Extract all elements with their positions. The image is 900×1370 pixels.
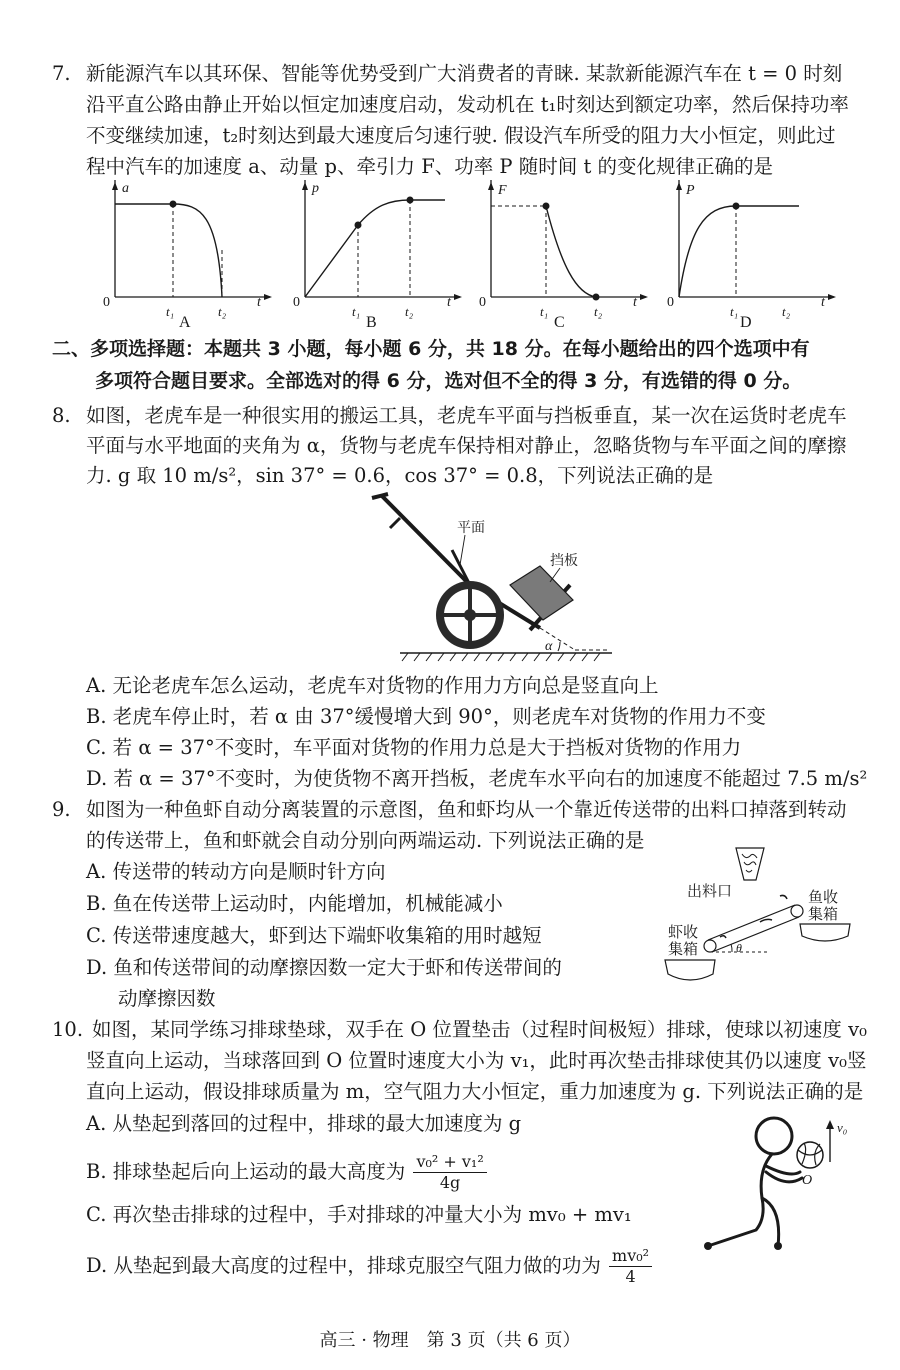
- graph-c-origin: 0: [479, 295, 486, 310]
- q10-option-b-text: B. 排球垫起后向上运动的最大高度为: [86, 1160, 406, 1183]
- q10-option-d: [86, 1246, 654, 1287]
- label-baffle: 挡板: [550, 554, 578, 569]
- graph-d-tlabel: t: [821, 295, 825, 310]
- q10-option-d-text: D. 从垫起到最大高度的过程中，排球克服空气阻力做的功为: [86, 1254, 601, 1277]
- label-plane: 平面: [457, 521, 485, 536]
- graph-c-tlabel: t: [633, 295, 637, 310]
- q10-option-b-numerator: v₀² + v₁²: [413, 1152, 486, 1173]
- q7-graph-a: [100, 180, 280, 330]
- q8-option-a: A. 无论老虎车怎么运动，老虎车对货物的作用力方向总是竖直向上: [86, 674, 659, 697]
- q7-graph-c: [476, 180, 656, 330]
- graph-b-t2: t₂: [405, 304, 414, 319]
- q9-option-c: C. 传送带速度越大，虾到达下端虾收集箱的用时越短: [86, 924, 542, 947]
- q10-option-d-denominator: 4: [625, 1267, 636, 1286]
- label-fish-box-1: 鱼收: [808, 890, 839, 906]
- graph-d-ylabel: P: [686, 183, 695, 198]
- graph-d-t2: t₂: [782, 304, 791, 319]
- q10-stem-line-1: 如图，某同学练习排球垫球，双手在 O 位置垫击（过程时间极短）排球，使球以初速度 v₀: [92, 1018, 867, 1041]
- q7-stem-line-1: 新能源汽车以其环保、智能等优势受到广大消费者的青睐. 某款新能源汽车在 t = 0 时刻: [86, 62, 843, 85]
- q7-number: 7.: [52, 62, 71, 85]
- graph-b-tlabel: t: [447, 295, 451, 310]
- q7-stem-line-3: 不变继续加速，t₂时刻达到最大速度后匀速行驶. 假设汽车所受的阻力大小恒定，则此过: [86, 124, 836, 147]
- q10-option-b-fraction: [413, 1152, 486, 1193]
- section-2-heading-line-1: 二、多项选择题：本题共 3 小题，每小题 6 分，共 18 分。在每小题给出的四个选项中有: [52, 338, 810, 360]
- graph-d-t1: t₁: [730, 304, 739, 319]
- q9-conveyor-figure: [660, 840, 860, 995]
- option-b-label: B: [366, 314, 377, 331]
- option-a-label: A: [179, 314, 191, 331]
- section-2-heading-line-2: 多项符合题目要求。全部选对的得 6 分，选对但不全的得 3 分，有选错的得 0 分。: [95, 370, 802, 392]
- q10-option-d-numerator: mv₀²: [609, 1246, 652, 1267]
- label-shrimp-box-1: 虾收: [668, 925, 699, 941]
- graph-a-t1: t₁: [166, 304, 175, 319]
- label-angle: α: [545, 639, 553, 654]
- q9-option-b: B. 鱼在传送带上运动时，内能增加，机械能减小: [86, 892, 503, 915]
- graph-c-t2: t₂: [594, 304, 603, 319]
- q10-option-b-denominator: 4g: [439, 1173, 461, 1192]
- q7-stem-line-4: 程中汽车的加速度 a、动量 p、牵引力 F、功率 P 随时间 t 的变化规律正确的是: [86, 155, 773, 178]
- label-v0: v₀: [837, 1120, 848, 1135]
- option-d-label: D: [740, 314, 752, 331]
- graph-c-ylabel: F: [498, 183, 507, 198]
- q10-stem-line-3: 直向上运动，假设排球质量为 m，空气阻力大小恒定，重力加速度为 g. 下列说法正确的是: [86, 1080, 864, 1103]
- q8-stem-line-1: 如图，老虎车是一种很实用的搬运工具，老虎车平面与挡板垂直，某一次在运货时老虎车: [86, 404, 847, 427]
- q7-graph-b: [290, 180, 470, 330]
- graph-d-origin: 0: [667, 295, 674, 310]
- label-theta: θ: [736, 941, 742, 955]
- q10-option-d-fraction: [609, 1246, 652, 1287]
- q10-option-b: [86, 1152, 489, 1193]
- q9-option-d-continued: 动摩擦因数: [118, 987, 216, 1010]
- q8-number: 8.: [52, 404, 71, 427]
- q10-option-c: C. 再次垫击排球的过程中，手对排球的冲量大小为 mv₀ + mv₁: [86, 1203, 632, 1226]
- q9-stem-line-1: 如图为一种鱼虾自动分离装置的示意图，鱼和虾均从一个靠近传送带的出料口掉落到转动: [86, 798, 847, 821]
- q8-option-d: D. 若 α = 37°不变时，为使货物不离开挡板，老虎车水平向右的加速度不能超过 7.5 m/s²: [86, 767, 868, 790]
- graph-a-tlabel: t: [257, 295, 261, 310]
- q8-option-c: C. 若 α = 37°不变时，车平面对货物的作用力总是大于挡板对货物的作用力: [86, 736, 742, 759]
- q8-stem-line-2: 平面与水平地面的夹角为 α，货物与老虎车保持相对静止，忽略货物与车平面之间的摩擦: [86, 434, 847, 457]
- label-shrimp-box-2: 集箱: [668, 942, 699, 958]
- q7-graph-d: [664, 180, 844, 330]
- q9-number: 9.: [52, 798, 71, 821]
- q10-volleyball-figure: [690, 1110, 870, 1270]
- page-footer: 高三 · 物理 第 3 页（共 6 页）: [319, 1330, 581, 1351]
- q7-stem-line-2: 沿平直公路由静止开始以恒定加速度启动，发动机在 t₁时刻达到额定功率，然后保持功率: [86, 93, 849, 116]
- q10-stem-line-2: 竖直向上运动，当球落回到 O 位置时速度大小为 v₁，此时再次垫击排球使其仍以速度 v₀竖: [86, 1049, 867, 1072]
- graph-a-origin: 0: [103, 295, 110, 310]
- q8-option-b: B. 老虎车停止时，若 α 由 37°缓慢增大到 90°，则老虎车对货物的作用力不变: [86, 705, 766, 728]
- graph-b-t1: t₁: [352, 304, 361, 319]
- graph-a-ylabel: a: [122, 181, 129, 196]
- q8-stem-line-3: 力. g 取 10 m/s²，sin 37° = 0.6，cos 37° = 0.8，下列说法正确的是: [86, 464, 714, 487]
- q8-hand-truck-figure: [360, 490, 620, 665]
- label-outlet: 出料口: [687, 884, 733, 900]
- q9-option-a: A. 传送带的转动方向是顺时针方向: [86, 860, 386, 883]
- q9-stem-line-2: 的传送带上，鱼和虾就会自动分别向两端运动. 下列说法正确的是: [86, 829, 645, 852]
- graph-a-t2: t₂: [218, 304, 227, 319]
- q10-option-a: A. 从垫起到落回的过程中，排球的最大加速度为 g: [86, 1112, 522, 1135]
- q9-option-d: D. 鱼和传送带间的动摩擦因数一定大于虾和传送带间的: [86, 956, 562, 979]
- graph-b-origin: 0: [293, 295, 300, 310]
- graph-c-t1: t₁: [540, 304, 549, 319]
- q10-number: 10.: [52, 1018, 84, 1041]
- label-fish-box-2: 集箱: [808, 907, 839, 923]
- graph-b-ylabel: p: [312, 181, 319, 196]
- label-o: O: [802, 1173, 813, 1188]
- option-c-label: C: [554, 314, 565, 331]
